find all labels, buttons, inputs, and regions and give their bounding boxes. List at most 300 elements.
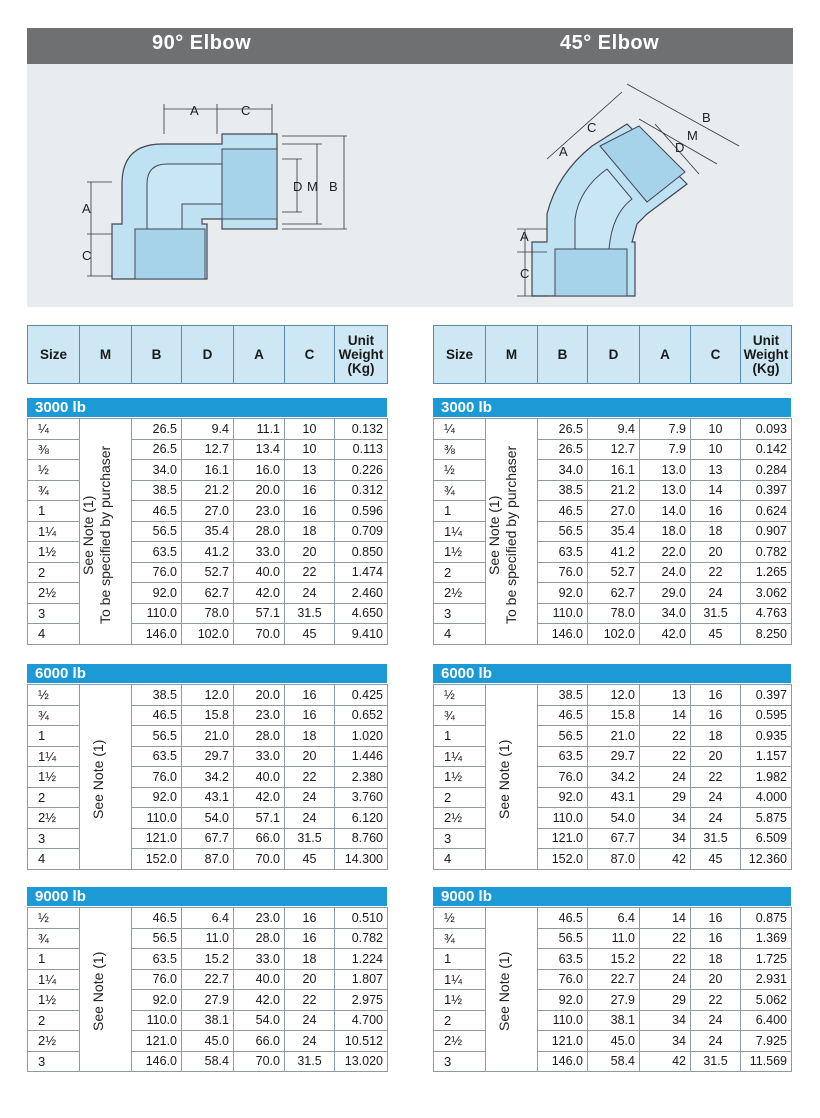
col-unit-weight: Unit Weight (Kg) — [335, 326, 388, 384]
cell-size: ¼ — [434, 419, 486, 440]
cell-d: 38.1 — [588, 1010, 640, 1031]
cell-weight: 2.380 — [335, 767, 388, 788]
cell-a: 70.0 — [234, 624, 285, 645]
cell-b: 110.0 — [132, 808, 182, 829]
cell-d: 15.2 — [182, 949, 234, 970]
cell-weight: 11.569 — [741, 1051, 792, 1072]
cell-a: 7.9 — [640, 439, 691, 460]
cell-a: 13.0 — [640, 460, 691, 481]
cell-b: 152.0 — [538, 849, 588, 870]
cell-d: 35.4 — [182, 521, 234, 542]
cell-a: 24.0 — [640, 562, 691, 583]
cell-d: 58.4 — [588, 1051, 640, 1072]
cell-size: 2½ — [434, 808, 486, 829]
cell-d: 27.9 — [588, 990, 640, 1011]
cell-d: 9.4 — [588, 419, 640, 440]
cell-size: 2 — [28, 562, 80, 583]
cell-a: 70.0 — [234, 1051, 285, 1072]
cell-d: 54.0 — [588, 808, 640, 829]
cell-b: 46.5 — [132, 501, 182, 522]
cell-b: 63.5 — [538, 542, 588, 563]
cell-size: 3 — [434, 603, 486, 624]
cell-c: 20 — [285, 969, 335, 990]
cell-size: 1¼ — [28, 746, 80, 767]
cell-b: 46.5 — [538, 501, 588, 522]
cell-c: 16 — [691, 908, 741, 929]
cell-c: 14 — [691, 480, 741, 501]
cell-a: 22 — [640, 746, 691, 767]
cell-size: ¾ — [28, 705, 80, 726]
col-d: D — [182, 326, 234, 384]
cell-size: 1 — [28, 726, 80, 747]
cell-size: ½ — [28, 460, 80, 481]
cell-weight: 0.907 — [741, 521, 792, 542]
cell-c: 18 — [285, 521, 335, 542]
cell-weight: 0.284 — [741, 460, 792, 481]
cell-a: 34 — [640, 808, 691, 829]
cell-a: 42 — [640, 849, 691, 870]
cell-c: 24 — [691, 787, 741, 808]
cell-c: 22 — [691, 562, 741, 583]
cell-a: 18.0 — [640, 521, 691, 542]
cell-b: 46.5 — [538, 908, 588, 929]
section-3000-90: 3000 lb — [27, 398, 387, 417]
table-row — [434, 685, 792, 706]
cell-weight: 0.652 — [335, 705, 388, 726]
table-90-9000 — [27, 907, 388, 1072]
cell-a: 70.0 — [234, 849, 285, 870]
cell-c: 22 — [285, 562, 335, 583]
cell-d: 52.7 — [588, 562, 640, 583]
cell-b: 26.5 — [132, 419, 182, 440]
cell-c: 20 — [285, 542, 335, 563]
cell-d: 62.7 — [182, 583, 234, 604]
note-9000-90: See Note (1) — [90, 951, 106, 1032]
cell-b: 26.5 — [538, 419, 588, 440]
cell-d: 52.7 — [182, 562, 234, 583]
cell-b: 92.0 — [538, 583, 588, 604]
cell-b: 92.0 — [538, 990, 588, 1011]
cell-d: 41.2 — [182, 542, 234, 563]
cell-d: 67.7 — [182, 828, 234, 849]
cell-weight: 6.509 — [741, 828, 792, 849]
cell-weight: 0.595 — [741, 705, 792, 726]
cell-c: 16 — [691, 705, 741, 726]
cell-b: 34.0 — [538, 460, 588, 481]
cell-d: 15.8 — [588, 705, 640, 726]
cell-c: 10 — [285, 419, 335, 440]
cell-a: 29 — [640, 990, 691, 1011]
cell-c: 24 — [691, 1010, 741, 1031]
cell-size: 1¼ — [434, 521, 486, 542]
cell-size: 1½ — [434, 542, 486, 563]
cell-weight: 0.132 — [335, 419, 388, 440]
cell-a: 29 — [640, 787, 691, 808]
section-3000-45: 3000 lb — [433, 398, 791, 417]
cell-b: 63.5 — [538, 949, 588, 970]
cell-a: 24 — [640, 767, 691, 788]
cell-b: 38.5 — [538, 480, 588, 501]
cell-a: 14 — [640, 908, 691, 929]
cell-size: 2 — [434, 1010, 486, 1031]
table-45-9000 — [433, 907, 792, 1072]
cell-weight: 12.360 — [741, 849, 792, 870]
cell-b: 38.5 — [132, 685, 182, 706]
cell-weight: 1.157 — [741, 746, 792, 767]
cell-b: 63.5 — [132, 542, 182, 563]
cell-c: 16 — [285, 705, 335, 726]
cell-d: 43.1 — [588, 787, 640, 808]
cell-b: 46.5 — [132, 908, 182, 929]
diagram-area — [27, 64, 793, 307]
cell-c: 16 — [285, 480, 335, 501]
cell-c: 20 — [691, 969, 741, 990]
cell-size: 2½ — [28, 808, 80, 829]
col-a: A — [640, 326, 691, 384]
cell-d: 45.0 — [182, 1031, 234, 1052]
cell-b: 76.0 — [132, 562, 182, 583]
section-6000-90: 6000 lb — [27, 664, 387, 683]
cell-a: 22 — [640, 928, 691, 949]
cell-weight: 2.931 — [741, 969, 792, 990]
cell-a: 57.1 — [234, 808, 285, 829]
cell-size: ¾ — [28, 480, 80, 501]
cell-size: 1¼ — [434, 969, 486, 990]
col-size: Size — [434, 326, 486, 384]
cell-a: 24 — [640, 969, 691, 990]
cell-a: 40.0 — [234, 562, 285, 583]
cell-c: 31.5 — [691, 828, 741, 849]
cell-c: 16 — [285, 501, 335, 522]
cell-weight: 6.400 — [741, 1010, 792, 1031]
cell-a: 28.0 — [234, 726, 285, 747]
cell-a: 28.0 — [234, 928, 285, 949]
cell-c: 24 — [691, 808, 741, 829]
cell-weight: 0.935 — [741, 726, 792, 747]
cell-a: 33.0 — [234, 746, 285, 767]
cell-size: ⅜ — [434, 439, 486, 460]
note-9000-45: See Note (1) — [496, 951, 512, 1032]
cell-d: 6.4 — [182, 908, 234, 929]
cell-c: 24 — [285, 1031, 335, 1052]
cell-weight: 0.312 — [335, 480, 388, 501]
cell-c: 13 — [691, 460, 741, 481]
cell-a: 13.4 — [234, 439, 285, 460]
cell-weight: 2.975 — [335, 990, 388, 1011]
cell-size: 1 — [28, 949, 80, 970]
cell-weight: 0.850 — [335, 542, 388, 563]
cell-b: 56.5 — [132, 928, 182, 949]
cell-c: 31.5 — [691, 1051, 741, 1072]
cell-size: ¾ — [434, 480, 486, 501]
cell-c: 24 — [691, 1031, 741, 1052]
cell-b: 121.0 — [132, 828, 182, 849]
cell-d: 102.0 — [588, 624, 640, 645]
cell-b: 76.0 — [132, 767, 182, 788]
cell-d: 11.0 — [182, 928, 234, 949]
cell-c: 16 — [691, 928, 741, 949]
cell-d: 12.0 — [588, 685, 640, 706]
cell-size: ¼ — [28, 419, 80, 440]
cell-b: 63.5 — [132, 746, 182, 767]
cell-d: 12.0 — [182, 685, 234, 706]
cell-size: 2 — [434, 787, 486, 808]
cell-a: 14.0 — [640, 501, 691, 522]
cell-weight: 4.650 — [335, 603, 388, 624]
title-90-elbow: 90° Elbow — [152, 32, 252, 54]
cell-b: 146.0 — [538, 624, 588, 645]
cell-c: 45 — [691, 849, 741, 870]
cell-b: 110.0 — [538, 603, 588, 624]
cell-d: 15.8 — [182, 705, 234, 726]
table-row — [28, 908, 388, 929]
cell-d: 27.9 — [182, 990, 234, 1011]
section-9000-90: 9000 lb — [27, 887, 387, 906]
cell-c: 24 — [691, 583, 741, 604]
cell-weight: 0.397 — [741, 480, 792, 501]
cell-a: 57.1 — [234, 603, 285, 624]
cell-c: 31.5 — [691, 603, 741, 624]
cell-weight: 0.510 — [335, 908, 388, 929]
col-size: Size — [28, 326, 80, 384]
col-m: M — [486, 326, 538, 384]
cell-a: 22.0 — [640, 542, 691, 563]
cell-d: 12.7 — [182, 439, 234, 460]
cell-d: 41.2 — [588, 542, 640, 563]
cell-c: 20 — [285, 746, 335, 767]
cell-c: 13 — [285, 460, 335, 481]
cell-size: 4 — [434, 849, 486, 870]
cell-d: 35.4 — [588, 521, 640, 542]
note-6000-90: See Note (1) — [90, 739, 106, 819]
cell-b: 121.0 — [538, 828, 588, 849]
cell-size: 3 — [434, 1051, 486, 1072]
cell-c: 16 — [691, 685, 741, 706]
cell-b: 110.0 — [132, 1010, 182, 1031]
cell-c: 24 — [285, 1010, 335, 1031]
col-d: D — [588, 326, 640, 384]
cell-size: 2½ — [434, 583, 486, 604]
cell-size: ½ — [434, 460, 486, 481]
cell-a: 54.0 — [234, 1010, 285, 1031]
cell-weight: 5.062 — [741, 990, 792, 1011]
cell-b: 92.0 — [132, 990, 182, 1011]
cell-d: 34.2 — [182, 767, 234, 788]
cell-d: 58.4 — [182, 1051, 234, 1072]
cell-b: 76.0 — [132, 969, 182, 990]
cell-c: 18 — [691, 949, 741, 970]
cell-b: 26.5 — [538, 439, 588, 460]
cell-c: 20 — [691, 746, 741, 767]
cell-d: 78.0 — [588, 603, 640, 624]
cell-a: 40.0 — [234, 767, 285, 788]
diagram-label-m90: M — [307, 179, 318, 194]
cell-c: 16 — [285, 928, 335, 949]
cell-a: 22 — [640, 726, 691, 747]
cell-c: 24 — [285, 787, 335, 808]
cell-b: 56.5 — [132, 726, 182, 747]
cell-d: 22.7 — [182, 969, 234, 990]
cell-weight: 1.474 — [335, 562, 388, 583]
cell-b: 46.5 — [538, 705, 588, 726]
cell-weight: 14.300 — [335, 849, 388, 870]
col-c: C — [285, 326, 335, 384]
cell-size: ¾ — [434, 705, 486, 726]
col-b: B — [132, 326, 182, 384]
cell-weight: 10.512 — [335, 1031, 388, 1052]
cell-b: 92.0 — [132, 787, 182, 808]
cell-weight: 0.709 — [335, 521, 388, 542]
cell-a: 42.0 — [234, 583, 285, 604]
cell-weight: 1.725 — [741, 949, 792, 970]
cell-d: 43.1 — [182, 787, 234, 808]
cell-size: ¾ — [434, 928, 486, 949]
cell-c: 18 — [285, 726, 335, 747]
elbow-diagrams — [27, 64, 793, 307]
cell-d: 62.7 — [588, 583, 640, 604]
cell-size: 1 — [434, 949, 486, 970]
cell-b: 152.0 — [132, 849, 182, 870]
cell-size: 2½ — [28, 583, 80, 604]
cell-b: 146.0 — [132, 1051, 182, 1072]
col-c: C — [691, 326, 741, 384]
cell-a: 42.0 — [640, 624, 691, 645]
cell-weight: 0.142 — [741, 439, 792, 460]
cell-c: 22 — [691, 990, 741, 1011]
cell-d: 67.7 — [588, 828, 640, 849]
cell-weight: 0.875 — [741, 908, 792, 929]
cell-size: 1 — [434, 726, 486, 747]
cell-weight: 9.410 — [335, 624, 388, 645]
table-90-header — [27, 325, 388, 384]
cell-weight: 1.807 — [335, 969, 388, 990]
cell-weight: 0.425 — [335, 685, 388, 706]
cell-a: 40.0 — [234, 969, 285, 990]
cell-b: 76.0 — [538, 562, 588, 583]
diagram-label-c90: C — [241, 103, 251, 118]
cell-weight: 8.250 — [741, 624, 792, 645]
cell-a: 23.0 — [234, 501, 285, 522]
section-9000-45: 9000 lb — [433, 887, 791, 906]
cell-a: 66.0 — [234, 828, 285, 849]
cell-size: ½ — [28, 685, 80, 706]
cell-d: 15.2 — [588, 949, 640, 970]
cell-d: 21.2 — [588, 480, 640, 501]
table-90-6000 — [27, 684, 388, 870]
table-45-header — [433, 325, 792, 384]
cell-d: 78.0 — [182, 603, 234, 624]
cell-d: 27.0 — [588, 501, 640, 522]
cell-weight: 3.062 — [741, 583, 792, 604]
cell-size: 3 — [28, 1051, 80, 1072]
cell-d: 21.0 — [588, 726, 640, 747]
cell-size: ¾ — [28, 928, 80, 949]
cell-a: 20.0 — [234, 480, 285, 501]
cell-c: 18 — [285, 949, 335, 970]
cell-d: 102.0 — [182, 624, 234, 645]
cell-d: 27.0 — [182, 501, 234, 522]
cell-weight: 0.113 — [335, 439, 388, 460]
cell-d: 16.1 — [588, 460, 640, 481]
section-6000-45: 6000 lb — [433, 664, 791, 683]
diagram-label-a90: A — [190, 103, 199, 118]
cell-b: 38.5 — [538, 685, 588, 706]
cell-c: 31.5 — [285, 1051, 335, 1072]
cell-a: 33.0 — [234, 542, 285, 563]
cell-b: 110.0 — [132, 603, 182, 624]
cell-weight: 0.624 — [741, 501, 792, 522]
cell-c: 18 — [691, 521, 741, 542]
cell-size: 1 — [28, 501, 80, 522]
cell-size: 1½ — [28, 542, 80, 563]
cell-b: 56.5 — [538, 928, 588, 949]
cell-weight: 8.760 — [335, 828, 388, 849]
cell-weight: 1.224 — [335, 949, 388, 970]
cell-c: 10 — [691, 419, 741, 440]
cell-size: ½ — [434, 908, 486, 929]
cell-b: 38.5 — [132, 480, 182, 501]
cell-d: 87.0 — [182, 849, 234, 870]
cell-size: 1¼ — [434, 746, 486, 767]
diagram-label-c45-vert: C — [520, 266, 530, 281]
cell-size: 1 — [434, 501, 486, 522]
cell-b: 56.5 — [538, 521, 588, 542]
cell-size: 1¼ — [28, 969, 80, 990]
cell-d: 21.0 — [182, 726, 234, 747]
cell-weight: 0.596 — [335, 501, 388, 522]
cell-a: 34 — [640, 828, 691, 849]
elbow-90-drawing — [82, 103, 347, 279]
cell-c: 22 — [285, 767, 335, 788]
cell-c: 16 — [285, 908, 335, 929]
cell-b: 63.5 — [538, 746, 588, 767]
cell-weight: 1.020 — [335, 726, 388, 747]
cell-d: 21.2 — [182, 480, 234, 501]
cell-weight: 4.700 — [335, 1010, 388, 1031]
cell-c: 24 — [285, 808, 335, 829]
cell-weight: 4.763 — [741, 603, 792, 624]
cell-weight: 7.925 — [741, 1031, 792, 1052]
cell-a: 13 — [640, 685, 691, 706]
cell-size: 3 — [28, 603, 80, 624]
cell-weight: 1.265 — [741, 562, 792, 583]
cell-weight: 2.460 — [335, 583, 388, 604]
cell-b: 121.0 — [538, 1031, 588, 1052]
col-b: B — [538, 326, 588, 384]
cell-a: 29.0 — [640, 583, 691, 604]
cell-c: 45 — [285, 849, 335, 870]
cell-size: 1½ — [434, 767, 486, 788]
cell-b: 26.5 — [132, 439, 182, 460]
cell-a: 33.0 — [234, 949, 285, 970]
note-3000-45: See Note (1) To be specified by purchaser — [486, 445, 519, 625]
cell-weight: 0.782 — [335, 928, 388, 949]
cell-c: 10 — [285, 439, 335, 460]
cell-b: 110.0 — [538, 808, 588, 829]
cell-c: 31.5 — [285, 603, 335, 624]
cell-a: 42 — [640, 1051, 691, 1072]
diagram-label-m45: M — [687, 128, 698, 143]
elbow-45-drawing — [517, 84, 739, 296]
cell-d: 12.7 — [588, 439, 640, 460]
cell-weight: 0.782 — [741, 542, 792, 563]
cell-size: 3 — [434, 828, 486, 849]
cell-b: 34.0 — [132, 460, 182, 481]
cell-size: ½ — [434, 685, 486, 706]
cell-a: 20.0 — [234, 685, 285, 706]
cell-a: 11.1 — [234, 419, 285, 440]
title-45-elbow: 45° Elbow — [560, 32, 660, 54]
